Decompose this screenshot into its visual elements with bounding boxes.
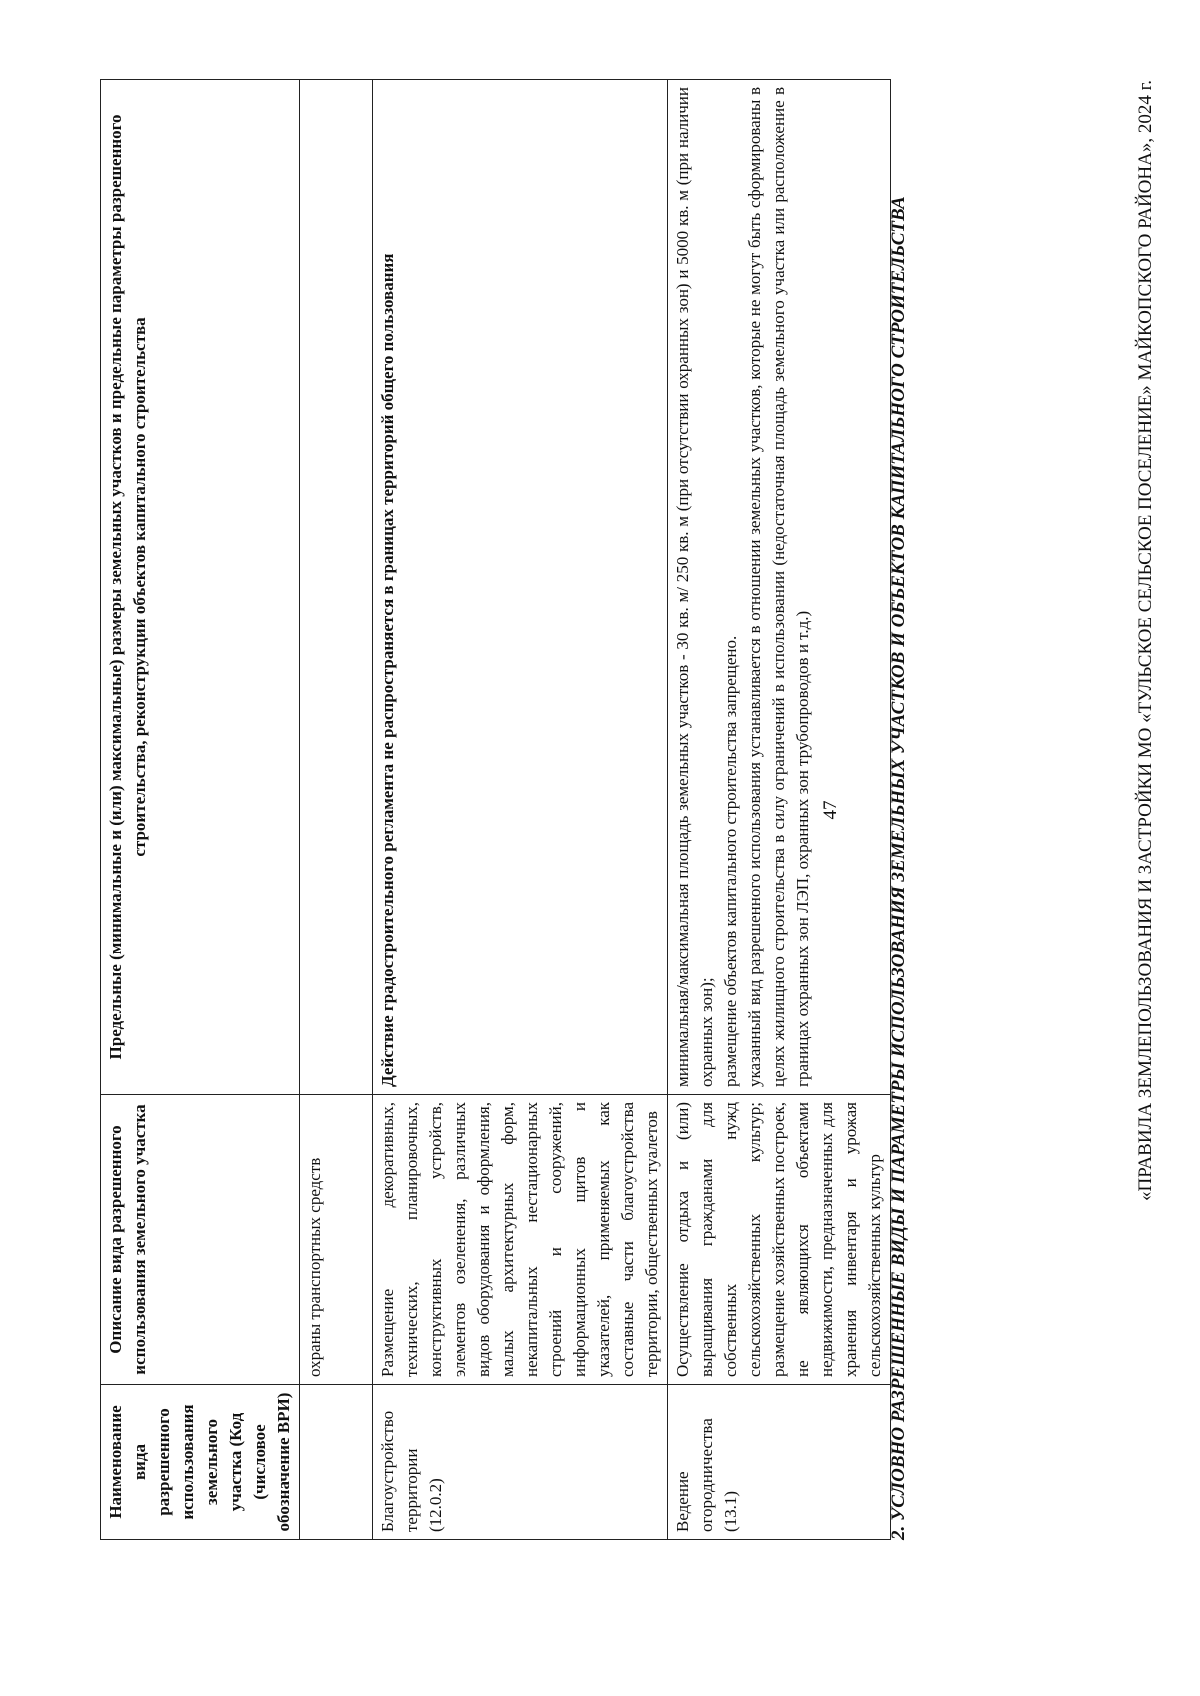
row-description: Осуществление отдыха и (или) выращивания гражданами для собственных нужд сельскохозяйственных культур; размещение хозяйственных построек, не являющихся объектами недвижимости, предназначенных для хранения инвентаря и урожая сельскохозяйственных культур [668,1095,891,1385]
row-description: Размещение декоративных, технических, планировочных, конструктивных устройств, элементов озеленения, различных видов оборудования и оформления, малых архитектурных форм, некапитальных нестационарных строений и сооружений, информационных щитов и указателей, применяемых как составные части благоустройства территории, общественных туалетов [373,1095,668,1385]
limits-text: указанный вид разрешенного использования устанавливается в отношении земельных участков, которые не могут быть сформированы в целях жилищного строительства в силу ограничений в использовании (недостаточная площадь земельного участка или расположение в границах охранных зон ЛЭП, охранных зон трубопроводов и т.д.) [745,87,812,1087]
row-description: охраны транспортных средств [300,1095,373,1385]
section-heading: 2. УСЛОВНО РАЗРЕШЕННЫЕ ВИДЫ И ПАРАМЕТРЫ ИСПОЛЬЗОВАНИЯ ЗЕМЕЛЬНЫХ УЧАСТКОВ И ОБЪЕКТОВ КАПИТАЛЬНОГО СТРОИТЕЛЬСТВА [888,196,909,1540]
table-row [300,80,373,1540]
row-limits [668,80,891,1095]
header-limits: Предельные (минимальные и (или) максимальные) размеры земельных участков и предельные параметры разрешенного строительства, реконструкции объектов капитального строительства [101,80,300,1095]
table-row [373,80,668,1540]
limits-text: Действие градостроительного регламента не распространяется в границах территорий общего пользования [378,253,397,1087]
header-name: Наименование вида разрешенного использования земельного участка (Код (числовое обозначение ВРИ) [101,1385,300,1540]
row-limits [373,80,668,1095]
table-row [668,80,891,1540]
page-number: 47 [820,800,841,820]
limits-text: размещение объектов капитального строительства запрещено. [721,635,740,1087]
rotated-content [100,80,1180,1540]
limits-text: минимальная/максимальная площадь земельных участков - 30 кв. м/ 250 кв. м (при отсутствии охранных зон) и 5000 кв. м (при наличии охранных зон); [673,87,716,1087]
table-header-row [101,80,300,1540]
regulation-table [100,79,891,1540]
row-name [300,1385,373,1540]
header-description: Описание вида разрешенного использования земельного участка [101,1095,300,1385]
row-name: Благоустройство территории (12.0.2) [373,1385,668,1540]
row-name: Ведение огородничества (13.1) [668,1385,891,1540]
row-limits [300,80,373,1095]
page-footer: «ПРАВИЛА ЗЕМЛЕПОЛЬЗОВАНИЯ И ЗАСТРОЙКИ МО «ТУЛЬСКОЕ СЕЛЬСКОЕ ПОСЕЛЕНИЕ» МАЙКОПСКОГО РАЙОНА», 2024 г. [1135,80,1156,1201]
